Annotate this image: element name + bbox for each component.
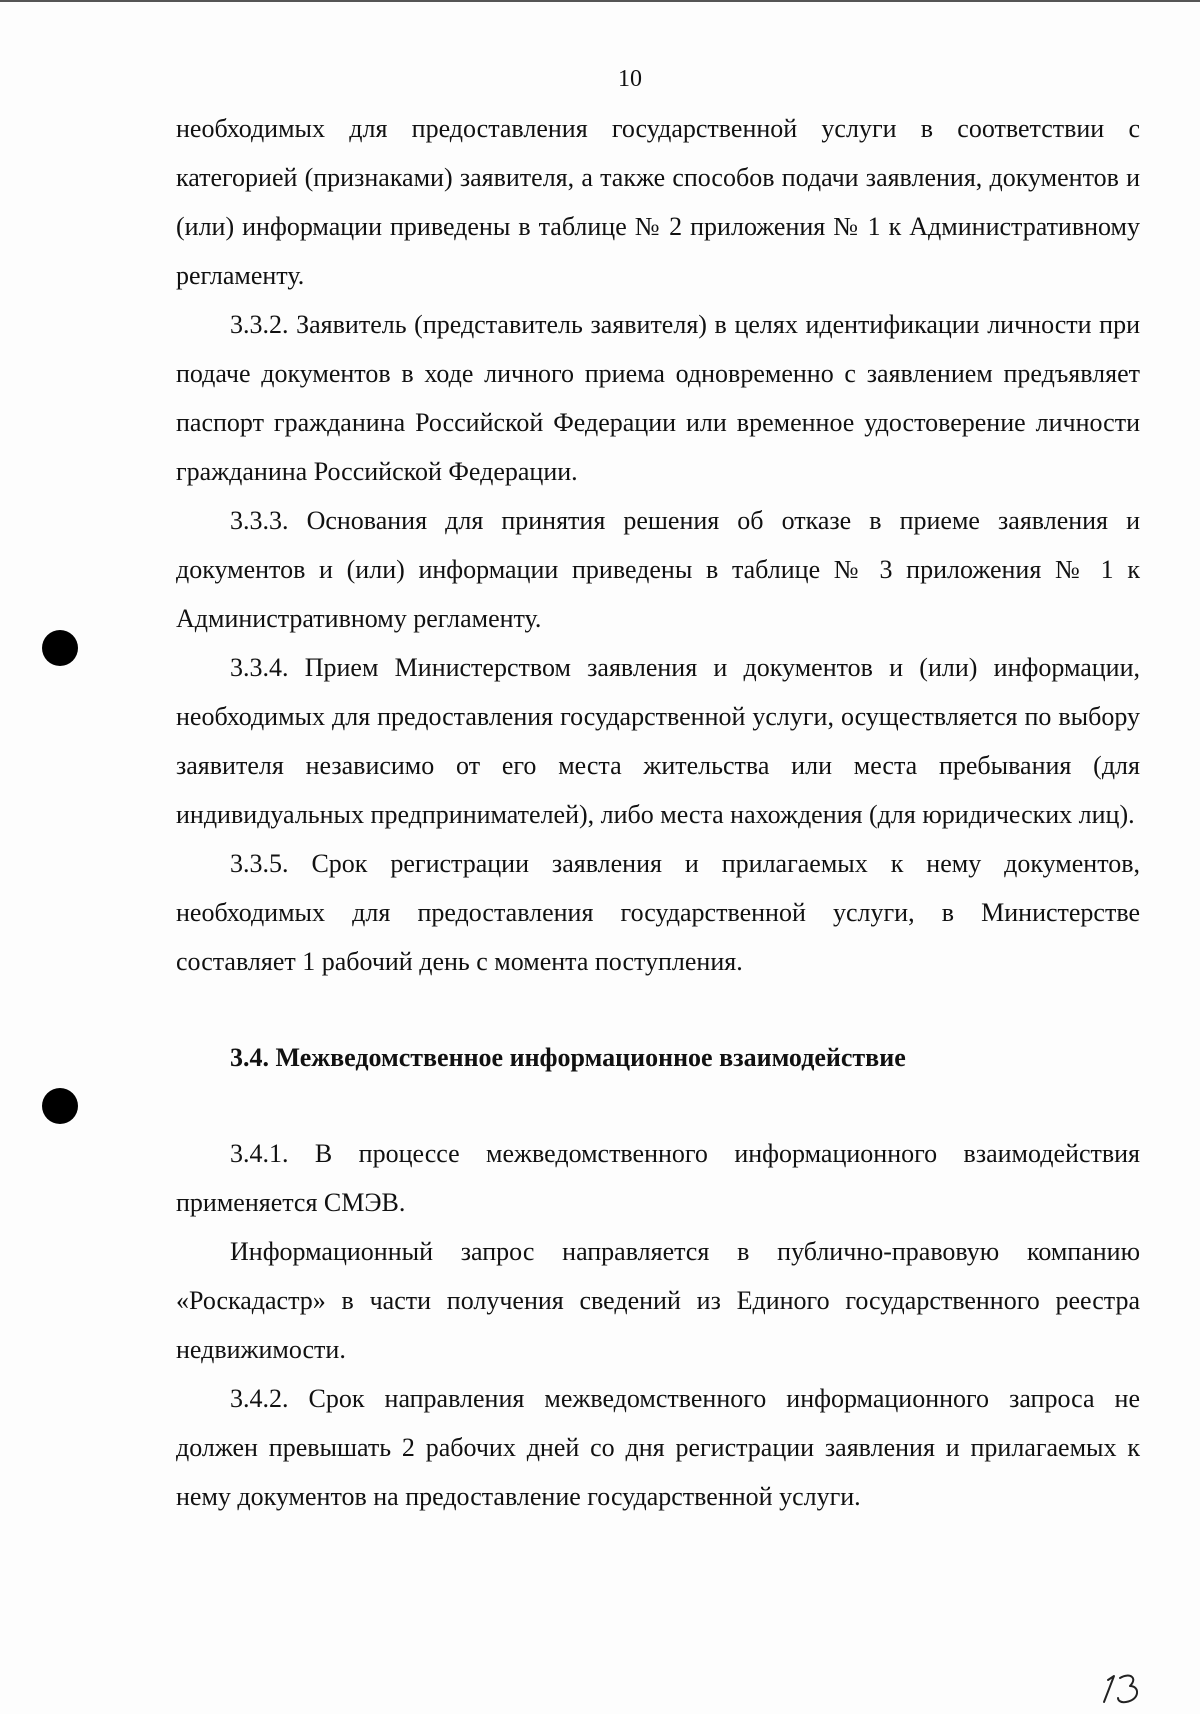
paragraph-3-3-3: 3.3.3. Основания для принятия решения об отказе в приеме заявления и документов и (или) информации приведены в таблице № 3 приложения № 1 к Административному регламенту. xyxy=(176,506,1140,633)
top-edge-rule xyxy=(0,0,1200,2)
page-number: 10 xyxy=(618,66,642,92)
punch-hole-lower xyxy=(42,1088,78,1124)
document-body xyxy=(176,104,1140,1521)
paragraph-continuation: необходимых для предоставления государственной услуги в соответствии с категорией (признаками) заявителя, а также способов подачи заявления, документов и (или) информации приведены в таблице № 2 приложения № 1 к Административному регламенту. xyxy=(176,114,1140,290)
paragraph-3-4-1: 3.4.1. В процессе межведомственного информационного взаимодействия применяется СМЭВ. xyxy=(176,1139,1140,1217)
paragraph-3-3-2: 3.3.2. Заявитель (представитель заявителя) в целях идентификации личности при подаче документов в ходе личного приема одновременно с заявлением предъявляет паспорт гражданина Российской Федерации или временное удостоверение личности гражданина Российской Федерации. xyxy=(176,310,1140,486)
section-heading-3-4: 3.4. Межведомственное информационное взаимодействие xyxy=(230,1043,906,1072)
paragraph-3-4-2: 3.4.2. Срок направления межведомственного информационного запроса не должен превышать 2 рабочих дней со дня регистрации заявления и прилагаемых к нему документов на предоставление государственной услуги. xyxy=(176,1384,1140,1511)
paragraph-3-3-5: 3.3.5. Срок регистрации заявления и прилагаемых к нему документов, необходимых для предоставления государственной услуги, в Министерстве составляет 1 рабочий день с момента поступления. xyxy=(176,849,1140,976)
handwritten-page-mark xyxy=(1090,1668,1150,1708)
paragraph-3-3-4: 3.3.4. Прием Министерством заявления и документов и (или) информации, необходимых для предоставления государственной услуги, осуществляется по выбору заявителя независимо от его места жительства или места пребывания (для индивидуальных предпринимателей), либо места нахождения (для юридических лиц). xyxy=(176,653,1140,829)
paragraph-roskadastr-request: Информационный запрос направляется в публично-правовую компанию «Роскадастр» в части получения сведений из Единого государственного реестра недвижимости. xyxy=(176,1237,1140,1364)
punch-hole-upper xyxy=(42,630,78,666)
